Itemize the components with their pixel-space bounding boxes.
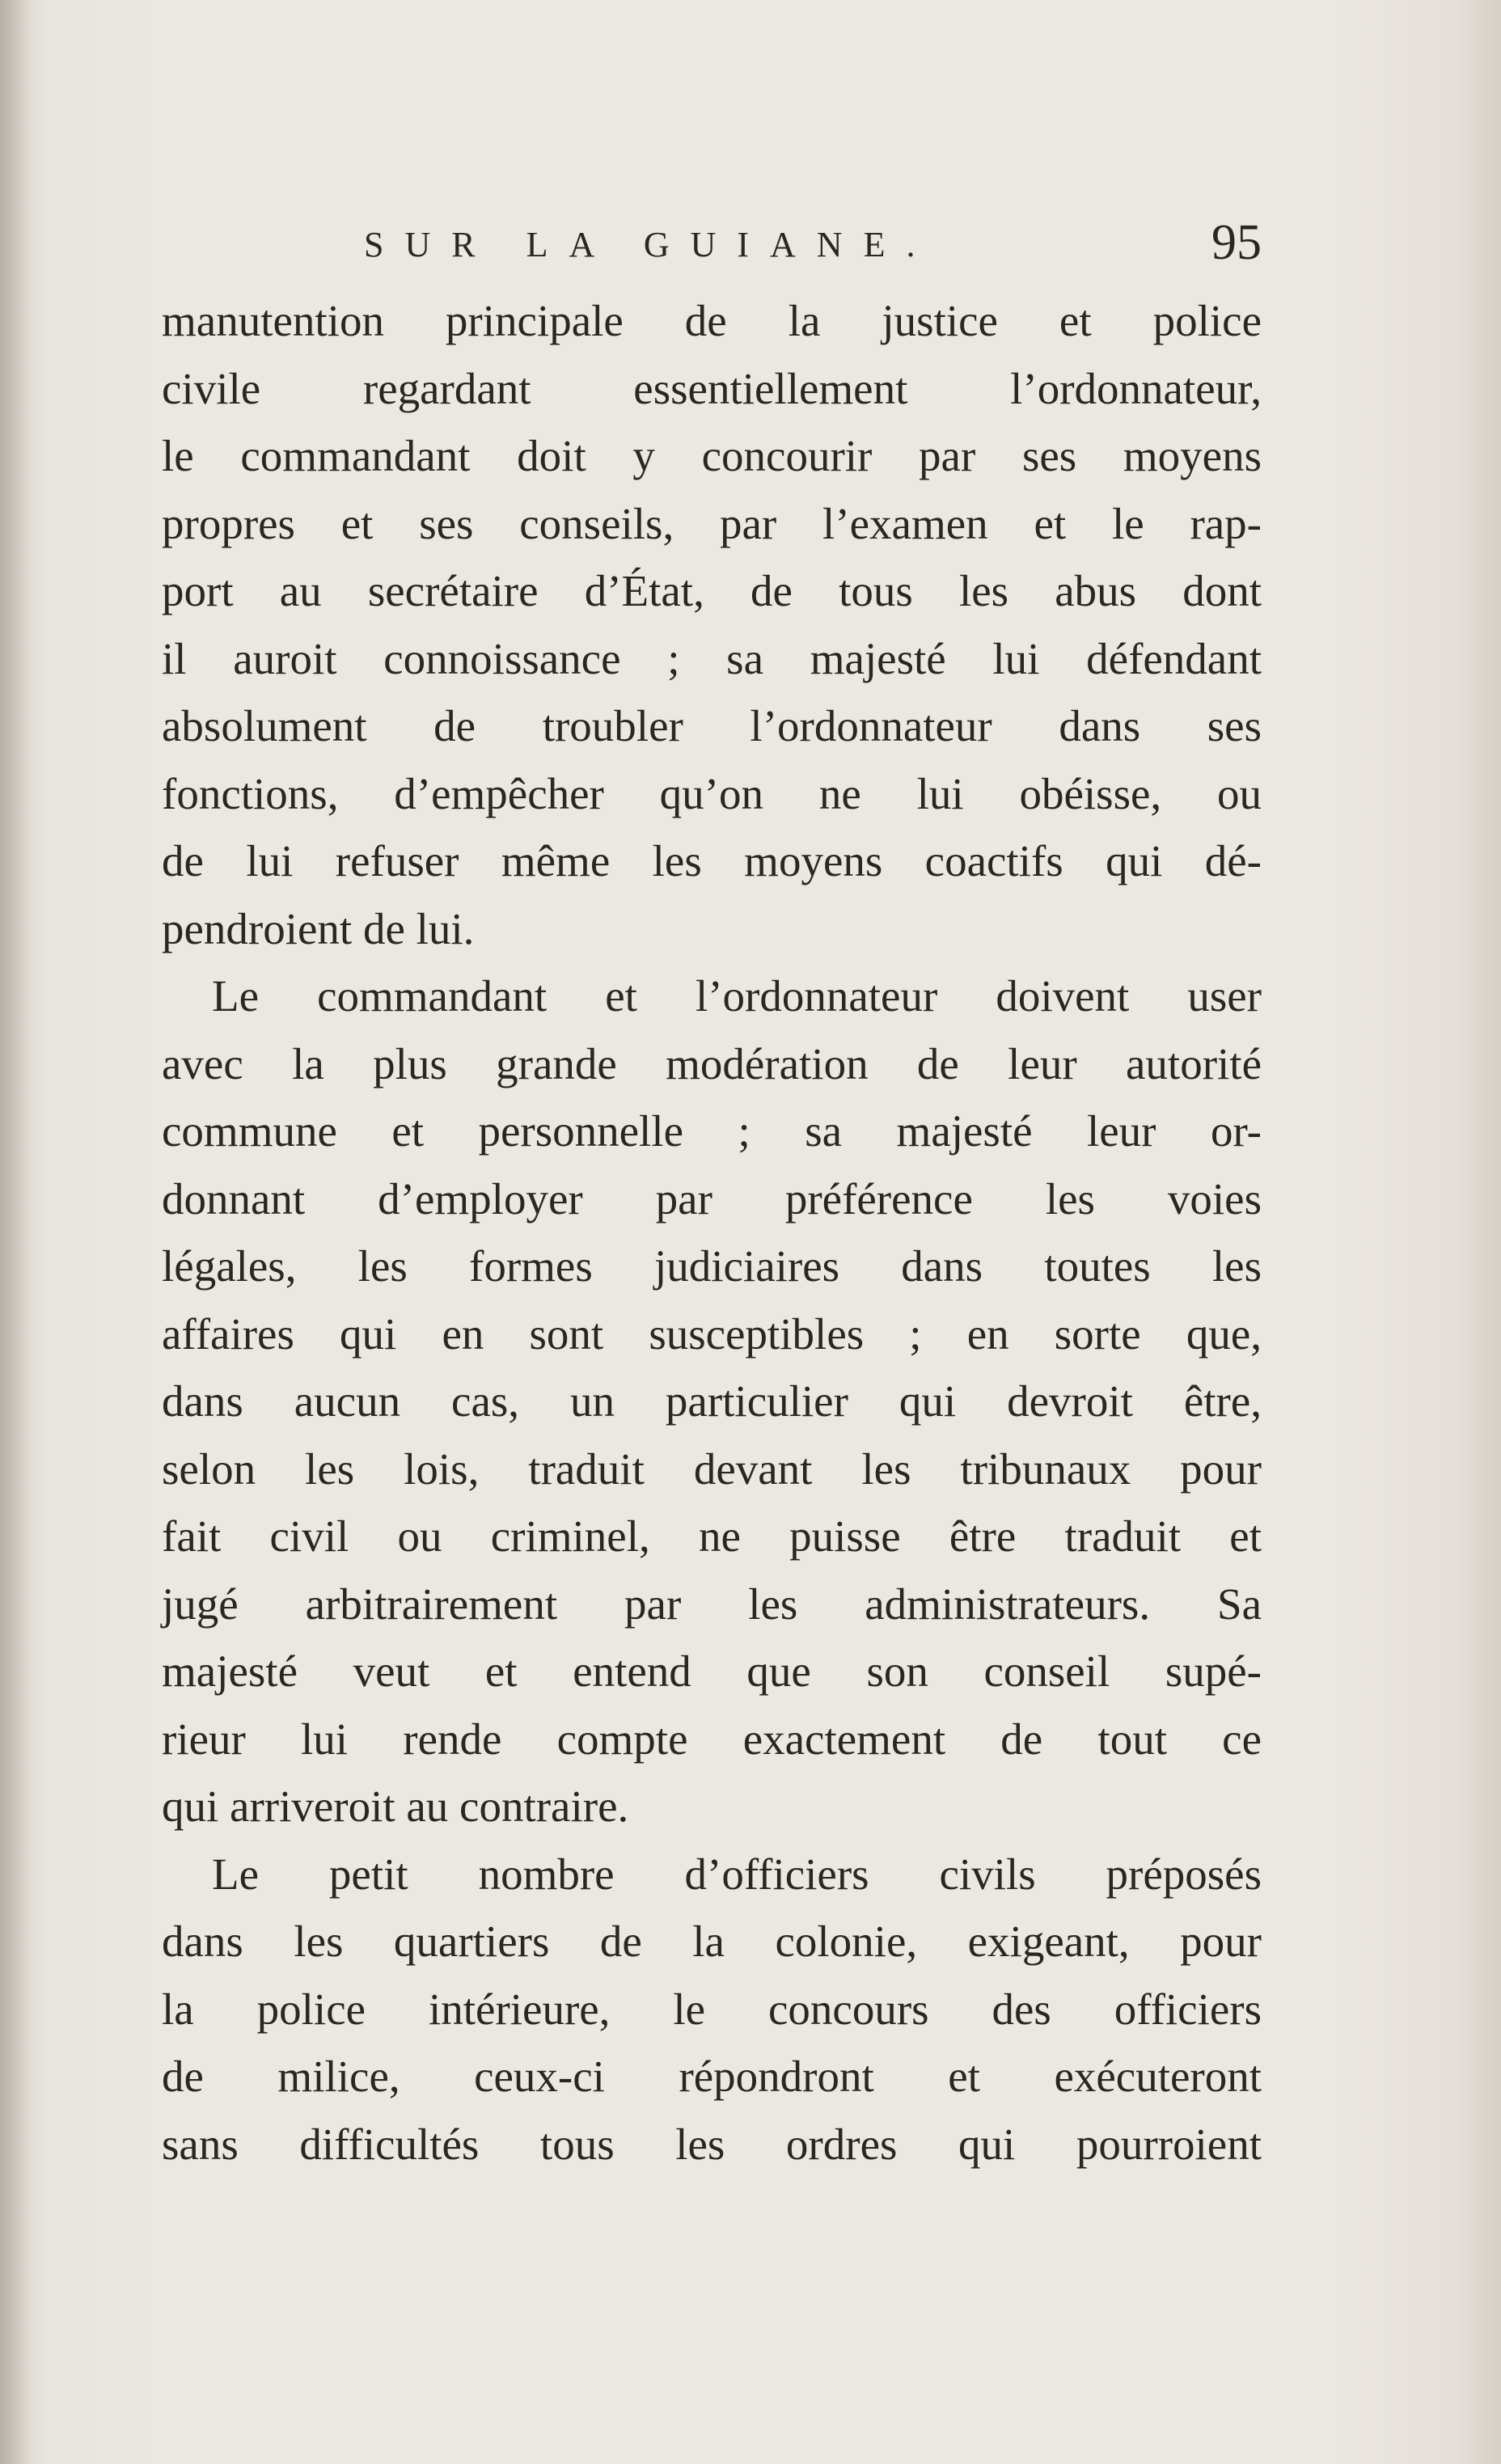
text-line: dans aucun cas, un particulier qui devroit être,	[162, 1376, 1262, 1426]
text-line: civile regardant essentiellement l’ordonnateur,	[162, 363, 1262, 413]
text-line: qui arriveroit au contraire.	[162, 1781, 629, 1831]
text-line: dans les quartiers de la colonie, exigeant, pour	[162, 1917, 1262, 1966]
spine-shadow	[0, 0, 32, 2464]
text-line: fait civil ou criminel, ne puisse être traduit et	[162, 1511, 1262, 1561]
body-text	[162, 287, 1262, 2178]
text-line: il auroit connoissance ; sa majesté lui défendant	[162, 633, 1262, 683]
text-line: donnant d’employer par préférence les voies	[162, 1173, 1262, 1224]
text-line: sans difficultés tous les ordres qui pourroient	[162, 2119, 1262, 2169]
text-line: affaires qui en sont susceptibles ; en sorte que,	[162, 1308, 1262, 1359]
text-line: pendroient de lui.	[162, 903, 475, 953]
text-line: avec la plus grande modération de leur autorité	[162, 1038, 1262, 1088]
paragraph-start-line: Le commandant et l’ordonnateur doivent user	[212, 971, 1262, 1021]
text-line: la police intérieure, le concours des officiers	[162, 1984, 1262, 2034]
text-line: commune et personnelle ; sa majesté leur or-	[162, 1106, 1262, 1156]
page-number: 95	[1211, 215, 1262, 270]
text-line: jugé arbitrairement par les administrateurs. Sa	[162, 1579, 1262, 1629]
text-line: le commandant doit y concourir par ses moyens	[162, 431, 1262, 480]
text-line: fonctions, d’empêcher qu’on ne lui obéisse, ou	[162, 768, 1262, 818]
text-line: majesté veut et entend que son conseil supé-	[162, 1646, 1262, 1696]
running-head	[364, 214, 1262, 279]
text-line: propres et ses conseils, par l’examen et le rap-	[162, 498, 1262, 548]
text-line: selon les lois, traduit devant les tribunaux pour	[162, 1443, 1262, 1494]
text-line: de lui refuser même les moyens coactifs qui dé-	[162, 836, 1262, 885]
text-line: de milice, ceux-ci répondront et exécuteront	[162, 2052, 1262, 2101]
paragraph-start-line: Le petit nombre d’officiers civils préposés	[212, 1849, 1262, 1899]
text-line: légales, les formes judiciaires dans toutes les	[162, 1241, 1262, 1291]
text-line: port au secrétaire d’État, de tous les abus dont	[162, 566, 1262, 615]
text-line: rieur lui rende compte exactement de tout ce	[162, 1714, 1262, 1764]
text-line: absolument de troubler l’ordonnateur dans ses	[162, 701, 1262, 750]
running-title: SUR LA GUIANE.	[364, 225, 937, 264]
text-line: manutention principale de la justice et police	[162, 296, 1262, 345]
